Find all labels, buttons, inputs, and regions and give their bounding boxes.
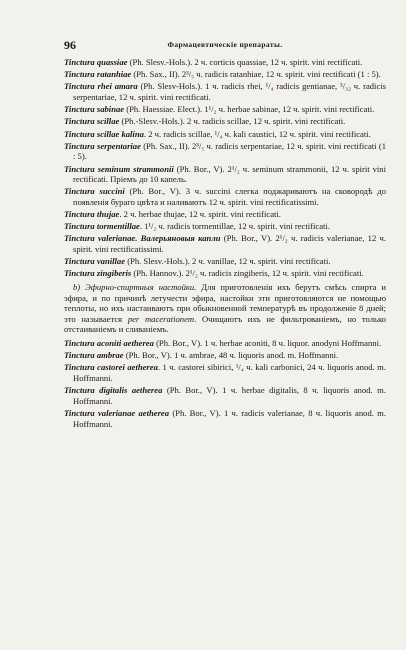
paragraph-text-1: Для приготовленія ихъ берутъ смѣсь спирта и эфира, и по причинѣ летучести эфира, настойки эти приготовляются не помощью теплоты, но ихъ настаиваютъ при обыкновенной температурѣ въ продолженіе 8 дней; это называется <box>64 282 386 324</box>
recipe-text: (Ph. Bor., V). 1 ч. herbae aconiti, 8 ч. liquor. anodyni Hoffmanni. <box>153 337 382 348</box>
recipe-name: Tinctura valerianae aetherea <box>64 407 170 418</box>
recipe-text: (Ph. Slesv-Hols.). 1 ч. radicis rhei, ¹/₄ radicis gentianae, ³/₃₂ ч. radicis serpentariae, 12 ч. spirit. vini rectificati. <box>73 81 386 102</box>
recipe-entry <box>64 338 386 349</box>
recipe-name: Tinctura scillae <box>64 116 120 127</box>
recipe-name: Tinctura succini <box>64 186 125 197</box>
recipe-name: Tinctura aconiti aetherea <box>64 337 154 348</box>
recipe-entry <box>64 209 386 220</box>
running-head: Фармацевтическіе препараты. <box>167 40 283 49</box>
recipe-entry <box>64 362 386 383</box>
recipe-entry <box>64 256 386 267</box>
recipe-entry <box>64 164 386 185</box>
section-paragraph <box>64 282 386 335</box>
page-header <box>64 38 386 52</box>
recipe-text: (Ph. Bor., V). 1 ч. radicis valerianae, 8 ч. liquoris anod. m. Hoffmanni. <box>73 407 386 429</box>
recipe-entry <box>64 104 386 115</box>
paragraph-text-2: . Очищаютъ ихъ не фильтрованіемъ, но только отстаиваніемъ и сливаніемъ. <box>64 313 386 335</box>
recipe-name: Tinctura ambrae <box>64 350 124 361</box>
recipe-entry <box>64 385 386 406</box>
recipe-text: (Ph. Bor., V). 3 ч. succini слегка поджариваютъ на сковородѣ до появленія бураго цвѣта и наливаютъ 12 ч. spirit. vini rectificatissimi. <box>73 186 386 207</box>
recipe-entry <box>64 233 386 254</box>
page-body <box>64 57 386 431</box>
recipe-name: Tinctura valerianae. Валерьяновыя капли <box>64 233 221 244</box>
recipe-name: Tinctura ratanhiae <box>64 69 132 80</box>
recipe-entry <box>64 81 386 102</box>
recipe-text: (Ph.-Slesv.-Hols.). 2 ч. radicis scillae, 12 ч. spirit. vini rectificati. <box>119 116 346 127</box>
recipe-text: (Ph. Bor., V). 1 ч. herbae digitalis, 8 ч. liquoris anod. m. Hoffmanni. <box>73 385 386 406</box>
recipe-entry <box>64 186 386 207</box>
recipe-name: Tinctura serpentariae <box>64 140 141 151</box>
recipe-text: (Ph. Bor., V). 2¹/₂ ч. seminum strammonii, 12 ч. spirit vini rectificati. Пріемъ до 10 капель. <box>73 163 386 185</box>
recipe-name: Tinctura castorei aetherea <box>64 362 158 373</box>
recipe-text: (Ph. Slesv.-Hols.). 2 ч. corticis quassiae, 12 ч. spirit. vini rectificati. <box>127 57 363 67</box>
recipe-text: (Ph. Hannov.). 2¹/₂ ч. radicis zingiberis, 12 ч. spirit. vini rectificati. <box>131 268 364 279</box>
recipe-text: (Ph. Slesv.-Hols.). 2 ч. vanillae, 12 ч. spirit. vini rectificati. <box>125 256 331 267</box>
paragraph-term: per macerationem <box>127 313 195 324</box>
recipe-text: (Ph. Bor., V). 1 ч. ambrae, 48 ч. liquoris anod. m. Hoffmanni. <box>123 350 339 361</box>
recipe-entry <box>64 141 386 162</box>
recipe-name: Tinctura tormentillae <box>64 221 140 232</box>
recipe-entry <box>64 221 386 232</box>
recipe-name: Tinctura rhei amara <box>64 81 138 92</box>
recipe-entry <box>64 69 386 80</box>
page-number: 96 <box>64 38 76 52</box>
recipe-text: (Ph. Sax., II). 2³/₅ ч. radicis serpentariae, 12 ч. spirit. vini rectificati (1 : 5). <box>73 140 386 162</box>
recipe-entry <box>64 350 386 361</box>
recipe-name: Tinctura vanillae <box>64 256 126 267</box>
section-lead: b) Эфирно-спиртныя настойки. <box>73 282 197 292</box>
recipe-name: Tinctura sabinae <box>64 104 125 115</box>
recipe-entry <box>64 268 386 279</box>
recipe-name: Tinctura seminum strammonii <box>64 163 174 174</box>
recipe-entry <box>64 116 386 127</box>
tincture-list-alcoholic <box>64 57 386 279</box>
tincture-list-ethereal <box>64 338 386 429</box>
recipe-name: Tinctura thujae <box>64 209 120 220</box>
recipe-text: (Ph. Sax., II). 2³/₅ ч. radicis ratanhiae, 12 ч. spirit. vini rectificati (1 : 5). <box>131 69 381 80</box>
recipe-entry <box>64 57 386 68</box>
recipe-entry <box>64 129 386 140</box>
recipe-name: Tinctura scillae kalina <box>64 128 144 139</box>
recipe-text: . 1¹/₂ ч. radicis tormentillae, 12 ч. spirit. vini rectificati. <box>139 221 330 232</box>
recipe-name: Tinctura zingiberis <box>64 268 132 279</box>
recipe-text: (Ph. Haessiae. Elect.). 1¹/₂ ч. herbae sabinae, 12 ч. spirit. vini rectificati. <box>124 104 375 115</box>
recipe-text: . 2 ч. radicis scillae, ¹/₄ ч. kali caustici, 12 ч. spirit. vini rectificati. <box>143 128 371 139</box>
recipe-text: . 2 ч. herbae thujae, 12 ч. spirit. vini rectificati. <box>119 209 281 220</box>
recipe-entry <box>64 408 386 429</box>
recipe-text: (Ph. Bor., V). 2¹/₂ ч. radicis valerianae, 12 ч. spirit. vini rectificatissimi. <box>73 233 386 255</box>
recipe-text: . 1 ч. castorei sibirici, ¹/₄ ч. kali carbonici, 24 ч. liquoris anod. m. Hoffmanni. <box>73 362 386 383</box>
recipe-name: Tinctura quassiae <box>64 57 128 67</box>
recipe-name: Tinctura digitalis aetherea <box>64 385 163 396</box>
